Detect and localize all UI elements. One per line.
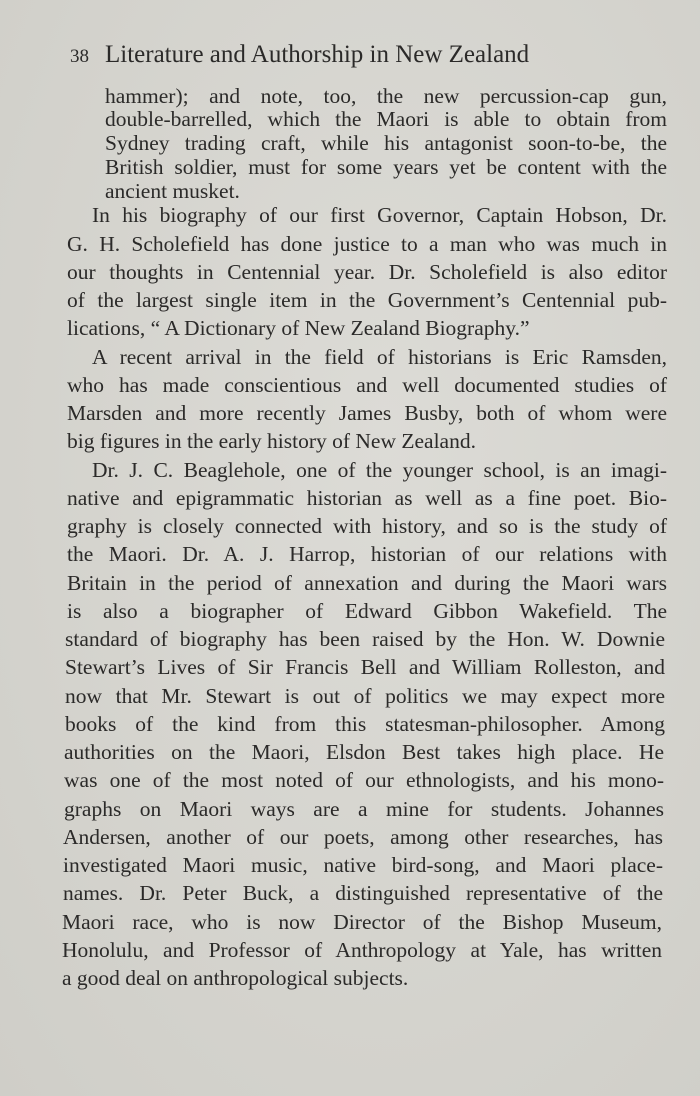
text-line: double-barrelled, which the Maori is able to obtain from <box>105 107 667 131</box>
text-line: ancient musket. <box>105 179 240 203</box>
text-line: was one of the most noted of our ethnologists, and his mono- <box>64 768 664 792</box>
text-line: lications, “ A Dictionary of New Zealand Biography.” <box>67 316 530 340</box>
text-line: A recent arrival in the field of historians is Eric Ramsden, <box>92 345 667 369</box>
text-line: Maori race, who is now Director of the Bishop Museum, <box>62 910 662 934</box>
text-line: Marsden and more recently James Busby, both of whom were <box>67 401 667 425</box>
text-line: our thoughts in Centennial year. Dr. Scholefield is also editor <box>67 260 667 284</box>
text-line: Andersen, another of our poets, among other researches, has <box>63 825 663 849</box>
text-line: In his biography of our first Governor, Captain Hobson, Dr. <box>92 203 667 227</box>
text-line: the Maori. Dr. A. J. Harrop, historian of our relations with <box>67 542 667 566</box>
text-line: books of the kind from this statesman-philosopher. Among <box>65 712 665 736</box>
text-line: Honolulu, and Professor of Anthropology at Yale, has written <box>62 938 662 962</box>
text-line: big figures in the early history of New Zealand. <box>67 429 476 453</box>
page-header <box>70 38 630 72</box>
text-line: names. Dr. Peter Buck, a distinguished representative of the <box>63 881 663 905</box>
text-line: investigated Maori music, native bird-song, and Maori place- <box>63 853 663 877</box>
text-line: British soldier, must for some years yet be content with the <box>105 155 667 179</box>
text-line: who has made conscientious and well documented studies of <box>67 373 667 397</box>
text-line: Sydney trading craft, while his antagonist soon-to-be, the <box>105 131 667 155</box>
text-line: of the largest single item in the Government’s Centennial pub- <box>67 288 667 312</box>
text-line: native and epigrammatic historian as well as a fine poet. Bio- <box>67 486 667 510</box>
text-line: now that Mr. Stewart is out of politics we may expect more <box>65 684 665 708</box>
text-line: hammer); and note, too, the new percussion-cap gun, <box>105 84 667 108</box>
text-line: authorities on the Maori, Elsdon Best takes high place. He <box>64 740 664 764</box>
running-title: Literature and Authorship in New Zealand <box>105 41 530 68</box>
text-line: graphy is closely connected with history, and so is the study of <box>67 514 667 538</box>
text-line: is also a biographer of Edward Gibbon Wakefield. The <box>67 599 667 623</box>
text-line: standard of biography has been raised by the Hon. W. Downie <box>65 627 665 651</box>
text-line: Britain in the period of annexation and during the Maori wars <box>67 571 667 595</box>
text-line: graphs on Maori ways are a mine for students. Johannes <box>64 797 664 821</box>
text-line: a good deal on anthropological subjects. <box>62 966 409 990</box>
text-line: G. H. Scholefield has done justice to a man who was much in <box>67 232 667 256</box>
text-line: Dr. J. C. Beaglehole, one of the younger school, is an imagi- <box>92 458 667 482</box>
text-line: Stewart’s Lives of Sir Francis Bell and William Rolleston, and <box>65 655 665 679</box>
page-number: 38 <box>70 46 89 67</box>
